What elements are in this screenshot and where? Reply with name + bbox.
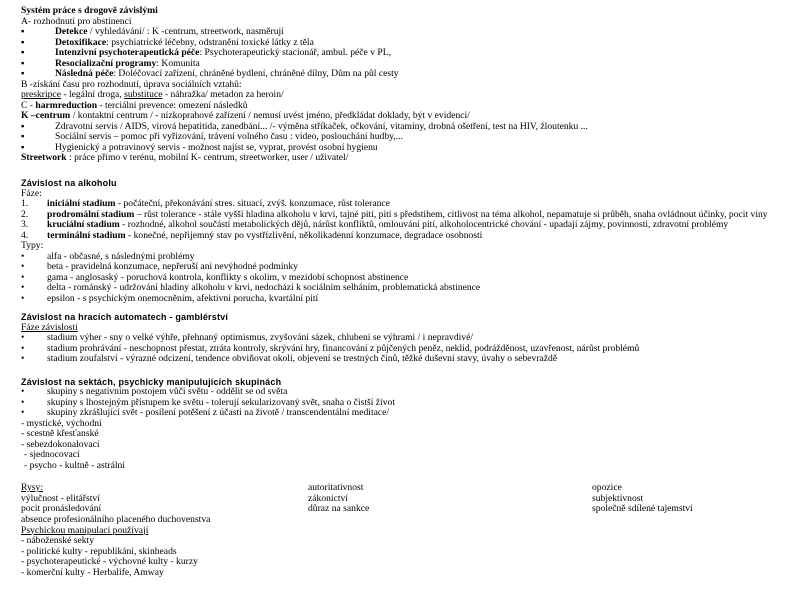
- bullet-icon: ▪: [21, 142, 25, 153]
- section4-dash-list: [21, 419, 786, 472]
- dot-icon: •: [21, 333, 25, 343]
- dot-icon: •: [21, 293, 25, 304]
- bullet-icon: ▪: [21, 69, 25, 79]
- list-item: 1. iniciální stadium - počáteční, překonávání stres. situací, zvýš. konzumace, růst tolerance: [21, 199, 390, 209]
- list-item: • stadium zoufalství - výrazné odcizení, tendence obviňovat okolí, objevení se trestných činů, těžké duševní stavy, úvahy o sebevraždě: [21, 354, 558, 364]
- section1-b-line: B -získání času pro rozhodnutí, úprava sociálních vztahů:: [21, 79, 242, 90]
- document-page: [21, 6, 786, 578]
- traits-column-2: autoritativnost zákonictví důraz na sankce: [308, 483, 370, 514]
- list-item: - náboženské sekty: [21, 536, 94, 546]
- list-item: 3. kruciální stadium - rozhodné, alkohol součástí metabolických dějů, nárůst konfliktů, omlouvání pití, alkoholocentrické chování - upadají zájmy, povinnosti, zdravotní problémy: [21, 220, 729, 230]
- manipulation-label: Psychickou manipulaci používají: [21, 525, 149, 536]
- list-item: ▪ Detekce / vyhledávání/ : K -centrum, streetwork, nasměrují: [21, 27, 284, 37]
- list-item: ▪ Hygienický a potravinový servis - možnost najíst se, vyprat, provést osobní hygienu: [21, 142, 378, 153]
- section3-phases-label: Fáze závislosti: [21, 322, 78, 333]
- section2-phases: [21, 199, 786, 241]
- section2-title: Závislost na alkoholu: [21, 178, 117, 188]
- bullet-icon: ▪: [21, 27, 25, 37]
- bullet-icon: ▪: [21, 48, 25, 58]
- dot-icon: •: [21, 354, 25, 364]
- section4-title: Závislost na sektách, psychicky manipulujících skupinách: [21, 376, 282, 387]
- dot-icon: •: [21, 262, 25, 272]
- section2-types-label: Typy:: [21, 241, 44, 251]
- section1-a-list: [21, 27, 786, 80]
- list-item: ▪ Následná péče: Doléčovací zařízení, chráněné bydlení, chráněné dílny, Dům na půl cesty: [21, 69, 399, 79]
- bullet-icon: ▪: [21, 37, 25, 48]
- list-item: • gama - anglosaský - poruchová kontrola, konflikty s okolím, v mezidobí schopnost abstinence: [21, 272, 409, 283]
- dot-icon: •: [21, 251, 25, 262]
- list-item: • skupiny s negativním postojem vůči světu - oddělit se od světa: [21, 387, 288, 397]
- section1-b-sub: preskripce - legální droga, substituce - náhražka/ metadon za heroin/: [21, 90, 284, 100]
- list-item: - psycho - kultně - astrální: [24, 460, 125, 471]
- dot-icon: •: [21, 272, 25, 283]
- list-item: - komerční kulty - Herbalife, Amway: [21, 567, 164, 578]
- list-item: • skupiny zkrášlující svět - posílení potěšení z účasti na životě / transcendentální meditace/: [21, 408, 390, 418]
- section4-list: [21, 387, 786, 419]
- section2-phases-label: Fáze:: [21, 188, 42, 199]
- list-item: • delta - románský - udržování hladiny alkoholu v krvi, nedochází k sociálním selháním, problematická abstinence: [21, 283, 481, 293]
- list-item: - politické kulty - republikáni, skinheads: [21, 546, 177, 557]
- manipulation-list: [21, 536, 786, 578]
- list-item: ▪ Zdravotní servis / AIDS, virová hepatitida, zanedbání... /- výměna stříkaček, očkování, vitamíny, drobná ošetření, test na HIV, žloutenku ...: [21, 121, 588, 132]
- section1-c-line: C - harmreduction - terciální prevence: omezení následků: [21, 100, 248, 111]
- list-item: ▪ Resocializační programy: Komunita: [21, 58, 200, 69]
- section1-k-list: [21, 122, 786, 154]
- traits-column-3: opozice subjektivnost společně sdílené tajemství: [592, 483, 693, 514]
- list-item: - sebezdokonalovací: [21, 439, 100, 450]
- list-item: • beta - pravidelná konzumace, nepřeruší ani nevýhodné podmínky: [21, 262, 298, 272]
- list-item: ▪ Sociální servis – pomoc při vyřizování, trávení volného času : video, poslouchání hudby,...: [21, 132, 403, 142]
- section1-a-label: A- rozhodnutí pro abstinenci: [21, 16, 132, 27]
- bullet-icon: ▪: [21, 58, 25, 69]
- list-item: 4. terminální stadium - konečné, nepřijemný stav po vystřízlivění, několikadenní konzumace, degradace osobnosti: [21, 230, 483, 241]
- section2-types: [21, 252, 786, 305]
- list-item: • skupiny s lhostejným přístupem ke světu - tolerují sekularizovaný svět, snaha o čistší život: [21, 397, 395, 408]
- list-item: • epsilon - s psychickým onemocněním, afektivní porucha, kvartální pití: [21, 293, 319, 304]
- dot-icon: •: [21, 397, 25, 408]
- dot-icon: •: [21, 283, 25, 293]
- bullet-icon: ▪: [21, 121, 25, 132]
- section1-k-line: K –centrum / kontaktní centrum / - nízkoprahové zařízení / nemusí uvést jméno, předkládat doklady, být v evidenci/: [21, 111, 470, 121]
- bullet-icon: ▪: [21, 132, 25, 142]
- list-item: 2. prodromální stadium – růst tolerance - stále vyšší hladina alkoholu v krvi, tajné pití, pití s předstihem, citlivost na téma alkohol, nepamatuje si průběh, snaha ovládnout účinky, pocit viny: [21, 209, 768, 220]
- section3-list: [21, 333, 786, 365]
- dot-icon: •: [21, 408, 25, 418]
- list-item: • stadium prohrávání - neschopnost přestat, ztráta kontroly, skrývání hry, financování z půjčených peněz, neklid, podrážděnost, uzavřenost, nárůst problémů: [21, 343, 640, 354]
- list-item: • stadium výher - sny o velké výhře, přehnaný optimismus, zvyšování sázek, chlubení se výhrami / i nepravdivé/: [21, 333, 474, 343]
- traits-column-1: výlučnost - elitářství pocit pronásledování absence profesionálního placeného duchovenstva: [21, 493, 211, 525]
- list-item: - scestně křesťanské: [21, 429, 99, 439]
- list-item: ▪ Detoxifikace: psychiatrické léčebny, odstranění toxické látky z těla: [21, 37, 314, 48]
- section3-title: Závislost na hracích automatech - gamblérství: [21, 312, 229, 322]
- section1-streetwork: Streetwork : práce přímo v terénu, mobilní K- centrum, streetworker, user / uživatel/: [21, 153, 349, 163]
- list-item: - sjednocovací: [24, 450, 80, 460]
- list-item: - psychoterapeutické - výchovné kulty - kurzy: [21, 557, 198, 567]
- dot-icon: •: [21, 343, 25, 354]
- list-item: - mystické, východní: [21, 418, 102, 429]
- list-item: ▪ Intenzivní psychoterapeutická péče: Psychoterapeutický stacionář, ambul. péče v PL,: [21, 48, 391, 58]
- traits-label: Rysy:: [21, 483, 44, 493]
- section1-title: Systém práce s drogově závislými: [21, 6, 158, 16]
- dot-icon: •: [21, 387, 25, 397]
- list-item: • alfa - občasné, s následnými problémy: [21, 251, 195, 262]
